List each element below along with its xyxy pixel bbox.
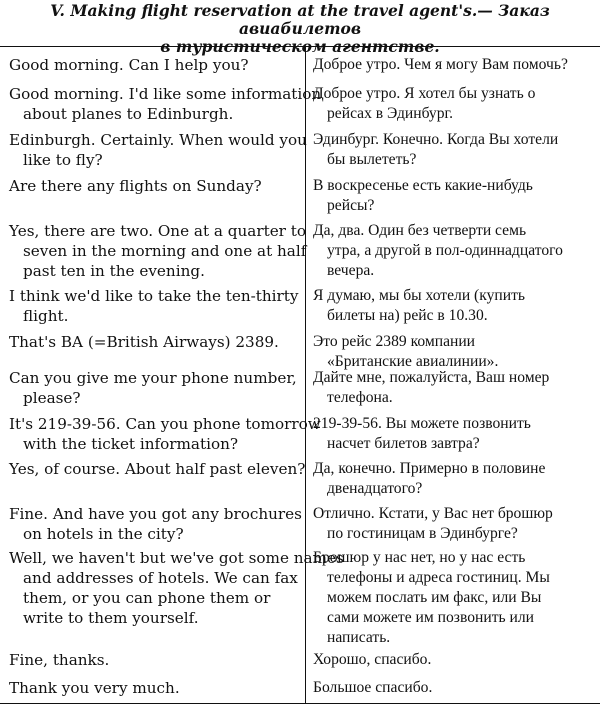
text-line: That's BA (=British Airways) 2389. — [9, 333, 279, 351]
text-line: Well, we haven't but we've got some names — [9, 549, 344, 567]
text-line: about planes to Edinburgh. — [23, 105, 234, 123]
text-line: написать. — [327, 629, 391, 646]
table-bottom-rule — [0, 703, 600, 704]
text-line: телефона. — [327, 389, 393, 406]
text-line: flight. — [23, 307, 69, 325]
english-line-11 — [9, 504, 302, 544]
text-line: Yes, of course. About half past eleven? — [9, 460, 306, 478]
text-line: Я думаю, мы бы хотели (купить — [313, 287, 526, 304]
text-line: билеты на) рейс в 10.30. — [327, 307, 488, 324]
text-line: Дайте мне, пожалуйста, Ваш номер — [313, 369, 550, 386]
text-line: Good morning. Can I help you? — [9, 56, 249, 74]
text-line: Good morning. I'd like some information — [9, 85, 322, 103]
text-line: I think we'd like to take the ten-thirty — [9, 287, 299, 305]
text-line: It's 219-39-56. Can you phone tomorrow — [9, 415, 321, 433]
text-line: насчет билетов завтра? — [327, 435, 480, 452]
english-line-5 — [9, 221, 306, 281]
english-line-13 — [9, 650, 109, 670]
text-line: and addresses of hotels. We can fax — [23, 569, 298, 587]
text-line: 219-39-56. Вы можете позвонить — [313, 415, 531, 432]
text-line: Edinburgh. Certainly. When would you — [9, 131, 307, 149]
section-title-line-1: V. Making flight reservation at the travel agent's.— Заказ авиабилетов — [50, 1, 550, 38]
text-line: Fine. And have you got any brochures — [9, 505, 302, 523]
english-line-9 — [9, 414, 321, 454]
russian-line-1 — [313, 55, 568, 75]
text-line: вечера. — [327, 262, 375, 279]
russian-line-6 — [313, 286, 525, 326]
text-line: Это рейс 2389 компании — [313, 333, 476, 350]
russian-line-7 — [313, 332, 498, 372]
english-line-7 — [9, 332, 279, 352]
text-line: Thank you very much. — [9, 679, 180, 697]
russian-line-10 — [313, 459, 545, 499]
russian-line-5 — [313, 221, 563, 281]
text-line: телефоны и адреса гостиниц. Мы — [327, 569, 550, 586]
text-line: Эдинбург. Конечно. Когда Вы хотели — [313, 131, 559, 148]
russian-line-11 — [313, 504, 553, 544]
text-line: утра, а другой в пол-одиннадцатого — [327, 242, 563, 259]
text-line: Да, конечно. Примерно в половине — [313, 460, 546, 477]
text-line: past ten in the evening. — [23, 262, 205, 280]
text-line: сами можете им позвонить или — [327, 609, 534, 626]
english-line-14 — [9, 678, 180, 698]
text-line: Хорошо, спасибо. — [313, 651, 432, 668]
text-line: Большое спасибо. — [313, 679, 433, 696]
text-line: Доброе утро. Я хотел бы узнать о — [313, 85, 536, 102]
text-line: В воскресенье есть какие-нибудь — [313, 177, 533, 194]
table-top-rule — [0, 46, 600, 47]
text-line: on hotels in the city? — [23, 525, 184, 543]
text-line: Can you give me your phone number, — [9, 369, 297, 387]
text-line: like to fly? — [23, 151, 103, 169]
english-line-3 — [9, 130, 307, 170]
text-line: them, or you can phone them or — [23, 589, 271, 607]
english-line-8 — [9, 368, 297, 408]
text-line: можем послать им факс, или Вы — [327, 589, 542, 606]
text-line: Доброе утро. Чем я могу Вам помочь? — [313, 56, 568, 73]
section-title — [0, 2, 600, 56]
russian-line-3 — [313, 130, 558, 170]
text-line: двенадцатого? — [327, 480, 423, 497]
russian-line-9 — [313, 414, 531, 454]
english-line-1 — [9, 55, 249, 75]
text-line: Да, два. Один без четверти семь — [313, 222, 527, 239]
russian-line-13 — [313, 650, 431, 670]
english-line-12 — [9, 548, 344, 628]
text-line: «Британские авиалинии». — [327, 353, 499, 370]
text-line: Брошюр у нас нет, но у нас есть — [313, 549, 526, 566]
english-line-10 — [9, 459, 305, 479]
english-line-6 — [9, 286, 298, 326]
russian-line-8 — [313, 368, 549, 408]
text-line: seven in the morning and one at half — [23, 242, 307, 260]
russian-line-2 — [313, 84, 535, 124]
text-line: write to them yourself. — [23, 609, 199, 627]
russian-line-12 — [313, 548, 550, 648]
section-title-line-2: в туристическом агентстве. — [160, 37, 440, 56]
text-line: Yes, there are two. One at a quarter to — [9, 222, 307, 240]
text-line: рейсах в Эдинбург. — [327, 105, 454, 122]
text-line: бы вылететь? — [327, 151, 417, 168]
text-line: по гостиницам в Эдинбурге? — [327, 525, 518, 542]
text-line: рейсы? — [327, 197, 375, 214]
text-line: please? — [23, 389, 81, 407]
text-line: Fine, thanks. — [9, 651, 110, 669]
russian-line-14 — [313, 678, 432, 698]
english-line-4 — [9, 176, 262, 196]
english-line-2 — [9, 84, 321, 124]
text-line: Are there any flights on Sunday? — [9, 177, 262, 195]
text-line: Отлично. Кстати, у Вас нет брошюр — [313, 505, 553, 522]
text-line: with the ticket information? — [23, 435, 239, 453]
russian-line-4 — [313, 176, 533, 216]
